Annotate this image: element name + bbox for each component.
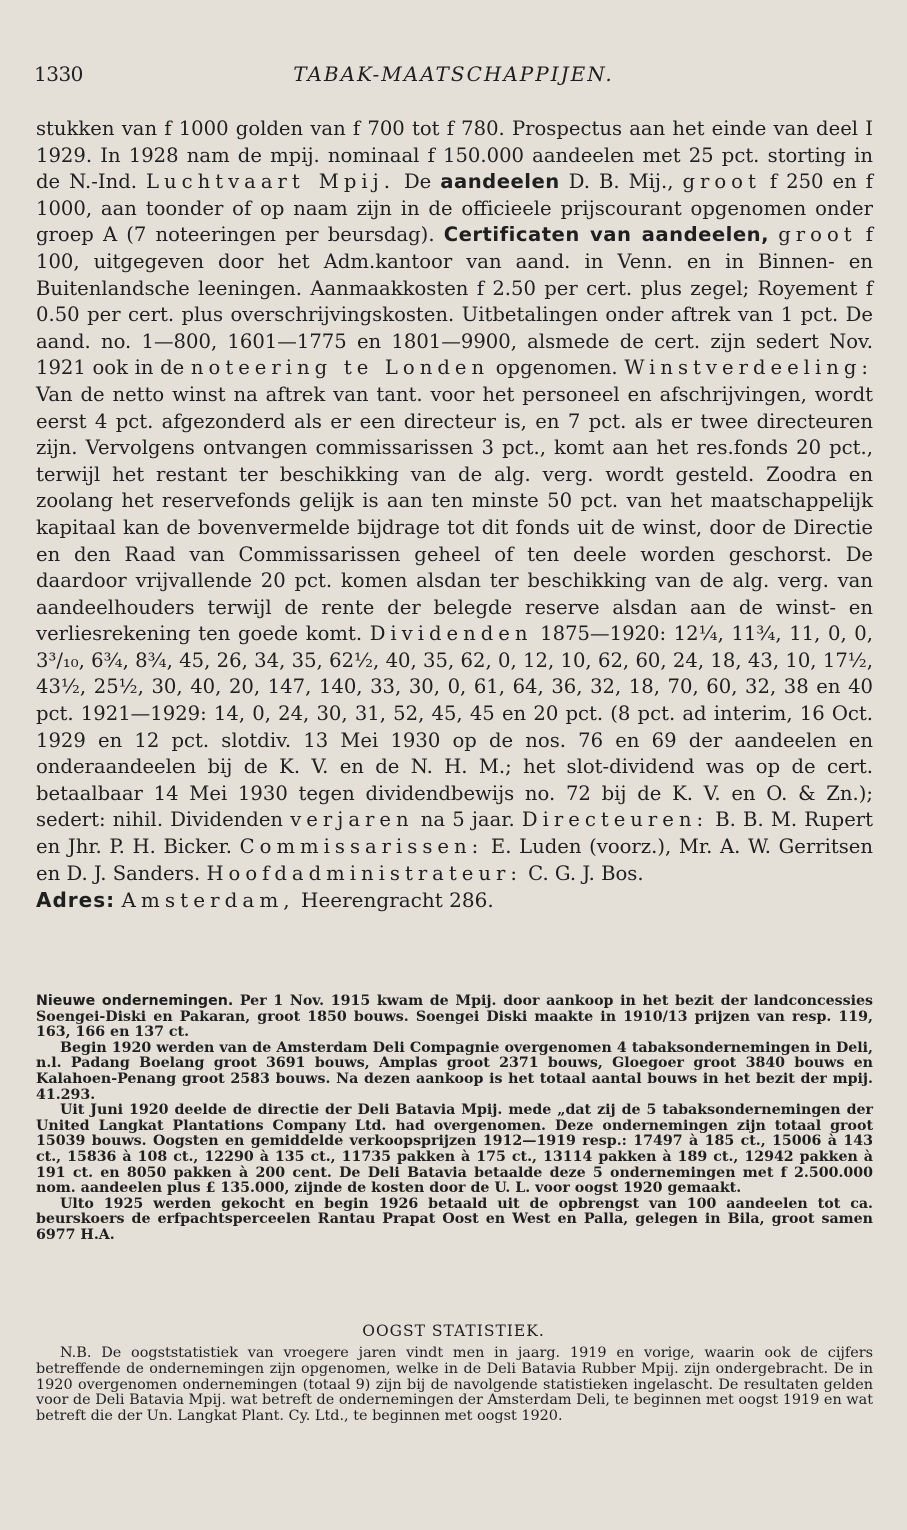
- note-paragraph: Ulto 1925 werden gekocht en begin 1926 betaald uit de opbrengst van 100 aandeelen tot ca. beurskoers de erfpachtsperceelen Rantau Prapat Oost en West en Palla, gelegen in Bila, groot samen 6977 H.A.: [36, 1195, 873, 1243]
- text-segment: D. B. Mij.,: [568, 170, 674, 194]
- text-segment-spaced: noteering te Londen: [190, 356, 490, 380]
- text-segment: f 250 en f 1000, aan toonder of op naam zijn in de officieele prijscourant opgenomen onder groep A (7 noteeringen per beursdag).: [36, 170, 873, 247]
- text-segment: na 5 jaar.: [420, 808, 515, 832]
- heading-commissarissen: Commissarissen:: [239, 835, 484, 859]
- text-segment-spaced: groot: [778, 223, 857, 247]
- administrator: C. G. J. Bos.: [528, 861, 644, 885]
- running-title: TABAK-MAATSCHAPPIJEN.: [293, 62, 614, 86]
- address-city: Amsterdam,: [121, 888, 295, 913]
- text-segment-spaced: Luchtvaart Mpij.: [146, 170, 395, 194]
- address-line: [36, 887, 873, 914]
- heading-directeuren: Directeuren:: [521, 808, 709, 832]
- main-text: [36, 116, 873, 914]
- page-number: 1330: [34, 62, 83, 86]
- text-segment: stukken van f 1000 golden van f 700 tot f 780. Prospectus aan het einde van deel I 1929. In 1928 nam de mpij. nominaal f 150.000 aandeelen met 25 pct. storting in de N.-Ind.: [36, 117, 873, 194]
- directors: B. B. M. Rupert en Jhr. P. H. Bicker.: [36, 808, 874, 859]
- heading-dividenden: Dividenden: [369, 622, 533, 646]
- address-street: Heerengracht 286.: [301, 888, 494, 913]
- heading-certificaten: Certificaten van aandeelen,: [443, 223, 770, 247]
- heading-aandeelen: aandeelen: [440, 170, 560, 194]
- dividend-list: 1875—1920: 12¼, 11¾, 11, 0, 0, 3³/₁₀, 6¾, 8¾, 45, 26, 34, 35, 62½, 40, 35, 62, 0, 12, 10, 62, 60, 24, 18, 43, 10, 17½, 43½, 25½, 30, 40, 20, 147, 140, 33, 30, 0, 61, 64, 36, 32, 18, 70, 60, 32, 38 en 40 pct. 1921—1929: 14, 0, 24, 30, 31, 52, 45, 45 en 20 pct. (8 pct. ad interim, 16 Oct. 1929 en 12 pct. slotdiv. 13 Mei 1930 op de nos. 76 en 69 der aandeelen en onderaandeelen bij de K. V. en de N. H. M.; het slot-dividend was op de cert. betaalbaar 14 Mei 1930 tegen dividendbewijs no. 72 bij de K. V. en O. & Zn.); sedert: nihil. Dividenden: [36, 622, 874, 832]
- section-title-oogst: OOGST STATISTIEK.: [362, 1322, 545, 1340]
- address-label: Adres:: [36, 888, 116, 913]
- new-enterprises-notes: [36, 994, 873, 1244]
- text-segment: De: [403, 170, 432, 194]
- harvest-statistics: [36, 1346, 873, 1425]
- note-text: Per 1 Nov. 1915 kwam de Mpij. door aankoop in het bezit der landconcessies Soengei-Diski en Pakaran, groot 1850 bouws. Soengei Diski maakte in 1910/13 prijzen van resp. 119, 163, 166 en 137 ct.: [36, 993, 873, 1041]
- text-segment-spaced: verjaren: [290, 808, 414, 832]
- text-segment: f 100, uitgegeven door het Adm.kantoor van aand. in Venn. en in Binnen- en Buitenlandsche leeningen. Aanmaakkosten f 2.50 per cert. plus zegel; Royement f 0.50 per cert. plus overschrijvingskosten. Uitbetalingen onder aftrek van 1 pct. De aand. no. 1—800, 1601—1775 en 1801—9900, alsmede de cert. zijn sedert Nov. 1921 ook in de: [36, 223, 874, 380]
- text-segment: Van de netto winst na aftrek van tant. voor het personeel en afschrijvingen, wordt eerst 4 pct. afgezonderd als er een directeur is, en 7 pct. als er twee directeuren zijn. Vervolgens ontvangen commissarissen 3 pct., komt aan het res.fonds 20 pct., terwijl het restant ter beschikking van de alg. verg. wordt gesteld. Zoodra en zoolang het reservefonds gelijk is aan ten minste 50 pct. van het maatschappelijk kapitaal kan de bovenvermelde bijdrage tot dit fonds uit de winst, door de Directie en den Raad van Commissarissen geheel of ten deele worden geschorst. De daardoor vrijvallende 20 pct. komen alsdan ter beschikking van de alg. verg. van aandeelhouders terwijl de rente der belegde reserve alsdan aan de winst- en verliesrekening ten goede komt.: [36, 382, 873, 646]
- stats-paragraph: N.B. De oogststatistiek van vroegere jaren vindt men in jaarg. 1919 en vorige, waarin ook de cijfers betreffende de ondernemingen zijn opgenomen, welke in de Deli Batavia Rubber Mpij. zijn ondergebracht. De in 1920 overgenomen ondernemingen (totaal 9) zijn bij de navolgende statistieken ingelascht. De resultaten gelden voor de Deli Batavia Mpij. wat betreft de ondernemingen der Amsterdam Deli, te beginnen met oogst 1919 en wat betreft die der Un. Langkat Plant. Cy. Ltd., te beginnen met oogst 1920.: [36, 1345, 873, 1425]
- heading-hoofdadministrateur: Hoofdadministrateur:: [206, 861, 522, 885]
- heading-winstverdeeling: Winstverdeeling:: [624, 356, 873, 380]
- notes-heading: Nieuwe ondernemingen.: [36, 993, 234, 1009]
- company-description: [36, 116, 873, 887]
- text-segment-spaced: groot: [682, 170, 761, 194]
- text-segment: opgenomen.: [495, 356, 618, 380]
- commissioners: E. Luden (voorz.), Mr. A. W. Gerritsen en D. J. Sanders.: [36, 835, 873, 885]
- page-header: [34, 62, 873, 92]
- note-paragraph: Uit Juni 1920 deelde de directie der Deli Batavia Mpij. mede „dat zij de 5 tabaksondernemingen der United Langkat Plantations Company Ltd. had overgenomen. Deze ondernemingen zijn totaal groot 15039 bouws. Oogsten en gemiddelde verkoopsprijzen 1912—1919 resp.: 17497 à 185 ct., 15006 à 143 ct., 15836 à 108 ct., 12290 à 135 ct., 11735 pakken à 175 ct., 13114 pakken à 189 ct., 12942 pakken à 191 ct. en 8050 pakken à 200 cent. De Deli Batavia betaalde deze 5 ondernemingen met f 2.500.000 nom. aandeelen plus £ 135.000, zijnde de kosten door de U. L. voor oogst 1920 gemaakt.: [36, 1102, 873, 1197]
- note-paragraph: Begin 1920 werden van de Amsterdam Deli Compagnie overgenomen 4 tabaksondernemingen in Deli, n.l. Padang Boelang groot 3691 bouws, Amplas groot 2371 bouws, Gloegoer groot 3840 bouws en Kalahoen-Penang groot 2583 bouws. Na dezen aankoop is het totaal aantal bouws in het bezit der mpij. 41.293.: [36, 1039, 873, 1103]
- note-paragraph: [36, 994, 873, 1041]
